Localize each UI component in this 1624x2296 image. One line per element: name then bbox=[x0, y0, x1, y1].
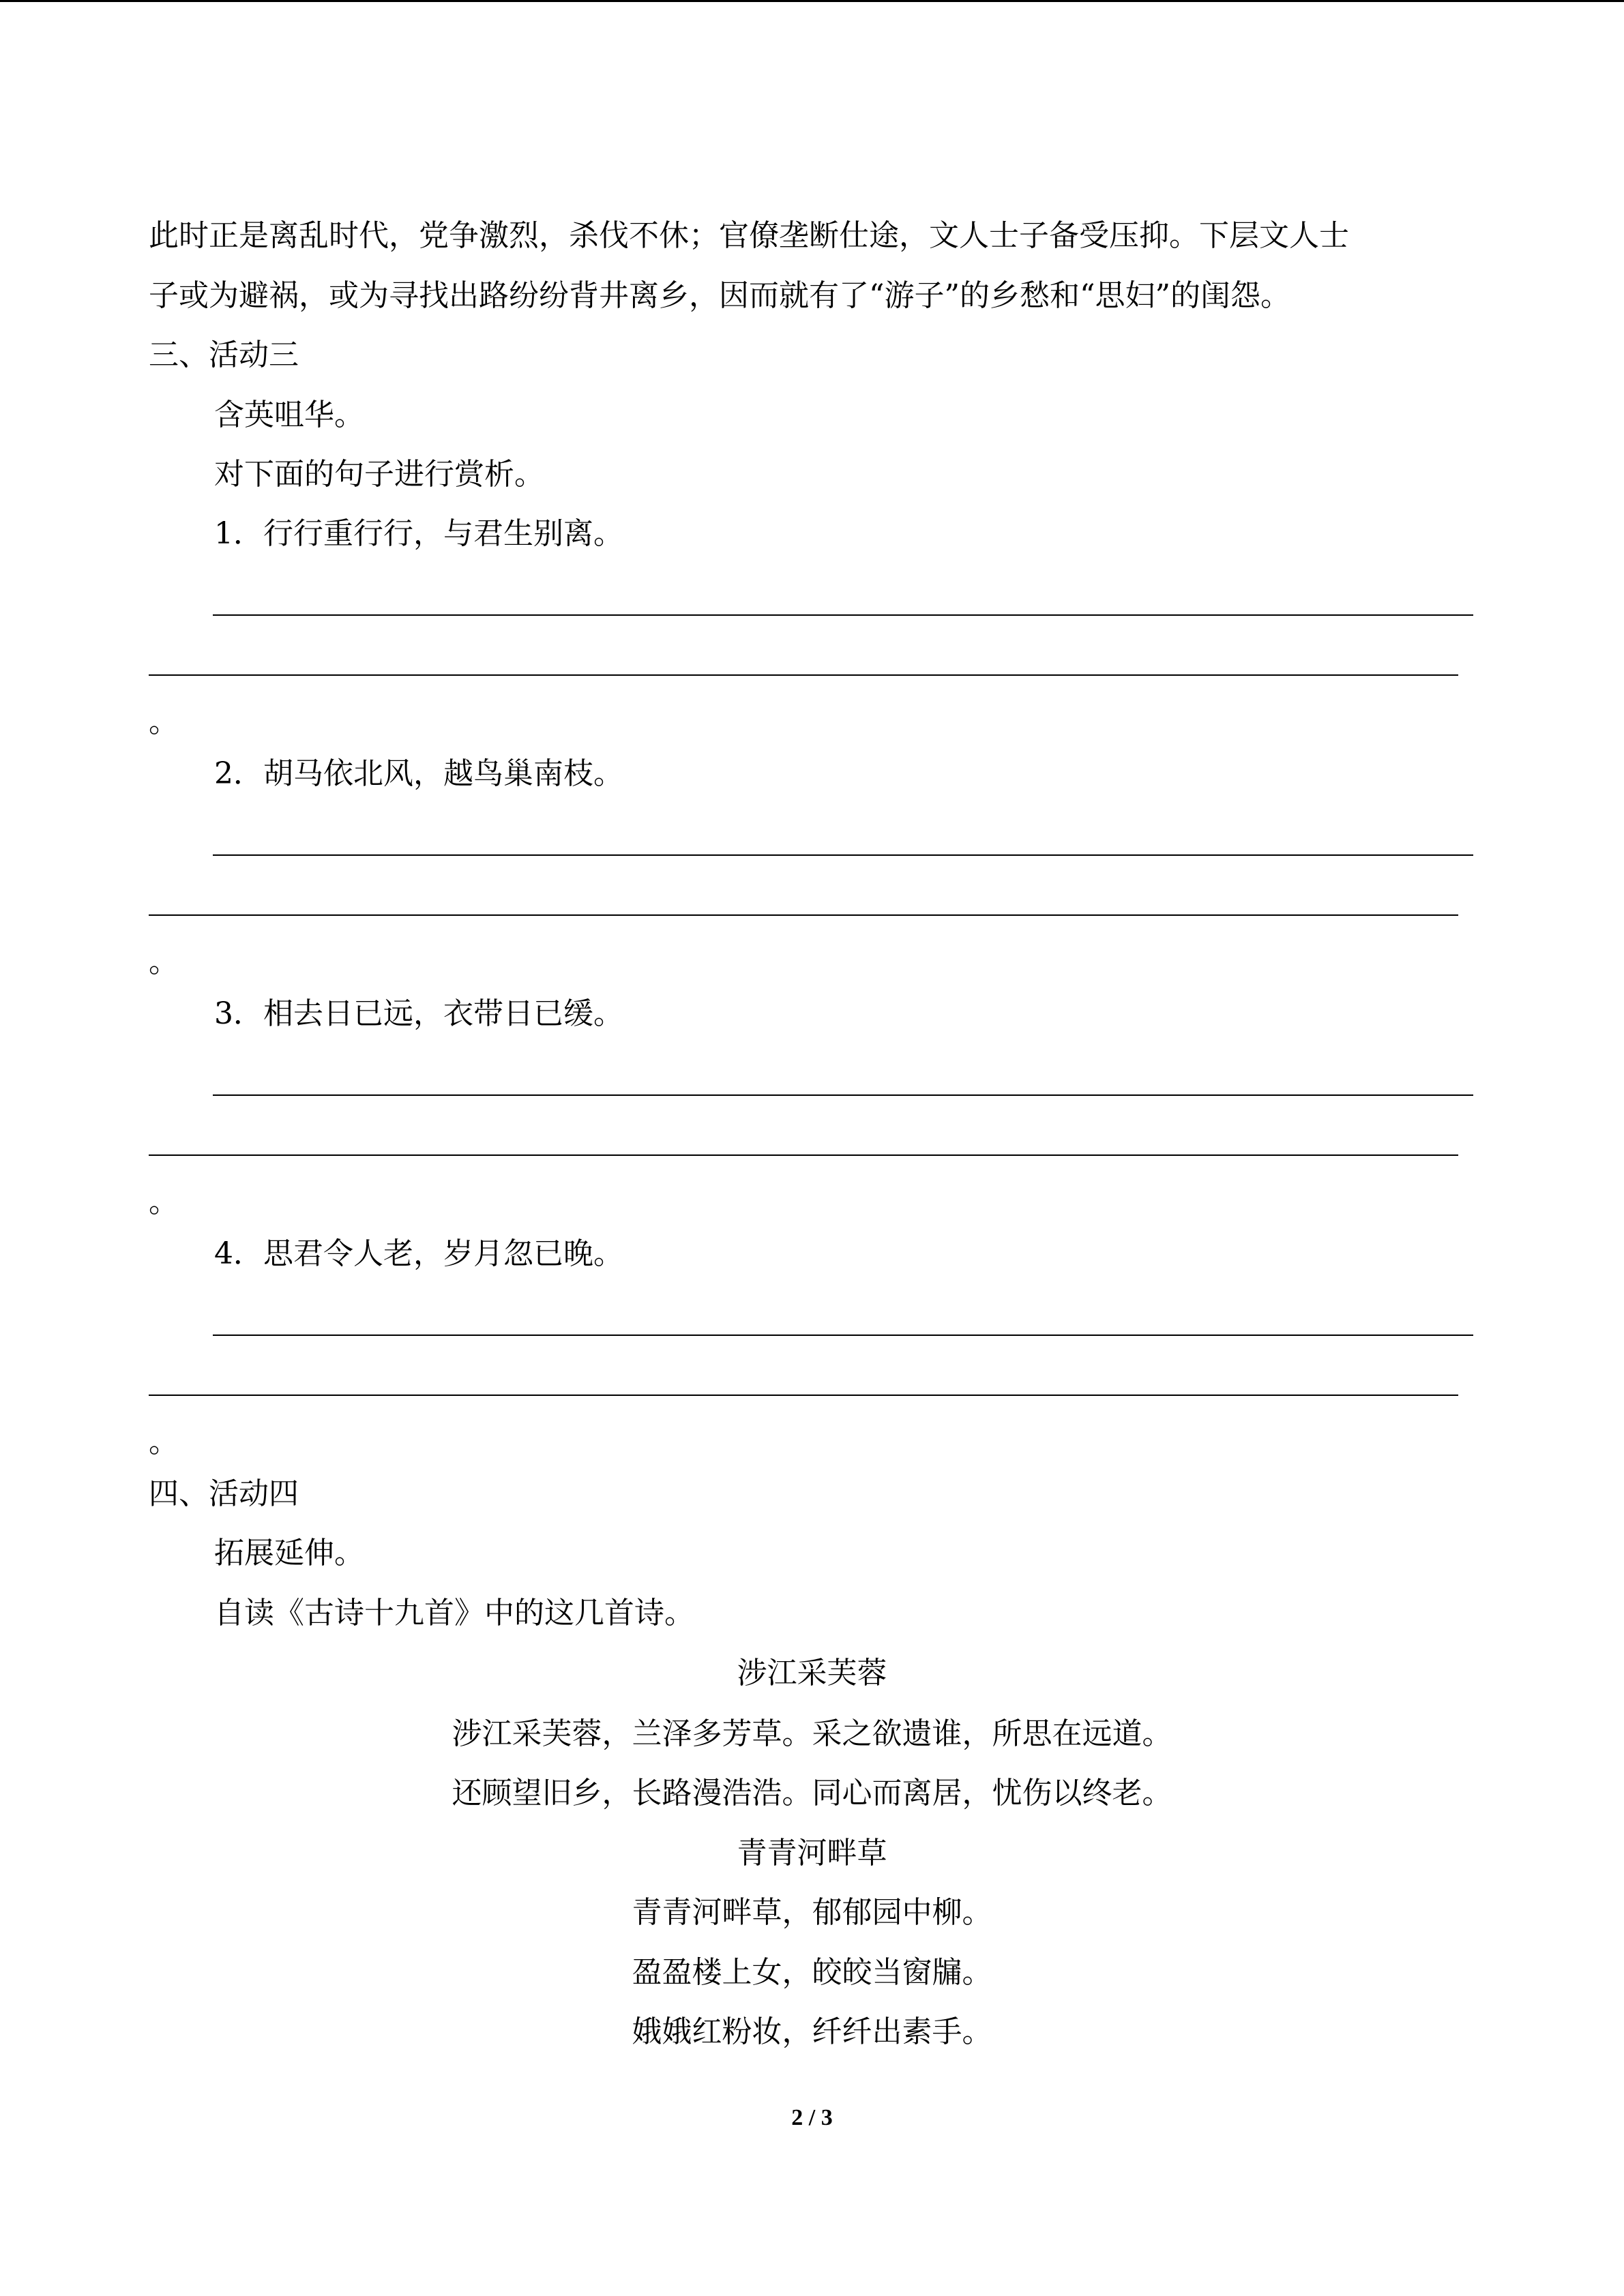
answer-line-1b[interactable] bbox=[149, 674, 1458, 676]
section-3-instruction: 对下面的句子进行赏析。 bbox=[214, 457, 544, 492]
intro-line-2: 子或为避祸，或为寻找出路纷纷背井离乡，因而就有了“游子”的乡愁和“思妇”的闺怨。 bbox=[149, 278, 1290, 313]
section-4-subtitle: 拓展延伸。 bbox=[214, 1536, 364, 1570]
question-1: 1．行行重行行，与君生别离。 bbox=[214, 516, 623, 551]
intro-line-1: 此时正是离乱时代，党争激烈，杀伐不休；官僚垄断仕途，文人士子备受压抑。下层文人士 bbox=[149, 218, 1349, 253]
page-number: 2 / 3 bbox=[791, 2105, 833, 2130]
page-top-border bbox=[0, 0, 1624, 2]
poem-1-line-1: 涉江采芙蓉，兰泽多芳草。采之欲遗谁，所思在远道。 bbox=[452, 1716, 1172, 1751]
answer-line-3b[interactable] bbox=[149, 1154, 1458, 1156]
section-4-heading: 四、活动四 bbox=[149, 1476, 299, 1511]
poem-1-line-2: 还顾望旧乡，长路漫浩浩。同心而离居，忧伤以终老。 bbox=[452, 1776, 1172, 1810]
answer-end-mark-2: 。 bbox=[149, 944, 179, 979]
answer-line-4b[interactable] bbox=[149, 1395, 1458, 1396]
question-4: 4．思君令人老，岁月忽已晚。 bbox=[214, 1236, 623, 1271]
section-4-instruction: 自读《古诗十九首》中的这几首诗。 bbox=[214, 1596, 694, 1630]
section-3-subtitle: 含英咀华。 bbox=[214, 398, 364, 432]
poem-2-line-2: 盈盈楼上女，皎皎当窗牖。 bbox=[632, 1955, 992, 1990]
answer-end-mark-1: 。 bbox=[149, 704, 179, 739]
answer-line-2b[interactable] bbox=[149, 914, 1458, 916]
section-3-heading: 三、活动三 bbox=[149, 338, 299, 372]
answer-line-2a[interactable] bbox=[213, 854, 1473, 856]
poem-2-line-3: 娥娥红粉妆，纤纤出素手。 bbox=[632, 2014, 992, 2049]
question-2: 2．胡马依北风，越鸟巢南枝。 bbox=[214, 756, 623, 791]
poem-2-line-1: 青青河畔草，郁郁园中柳。 bbox=[632, 1895, 992, 1930]
poem-1-title: 涉江采芙蓉 bbox=[737, 1656, 887, 1690]
answer-end-mark-4: 。 bbox=[149, 1425, 179, 1459]
answer-line-3a[interactable] bbox=[213, 1094, 1473, 1096]
answer-line-4a[interactable] bbox=[213, 1335, 1473, 1336]
answer-line-1a[interactable] bbox=[213, 614, 1473, 616]
poem-2-title: 青青河畔草 bbox=[737, 1836, 887, 1870]
question-3: 3．相去日已远，衣带日已缓。 bbox=[214, 996, 623, 1031]
answer-end-mark-3: 。 bbox=[149, 1184, 179, 1219]
